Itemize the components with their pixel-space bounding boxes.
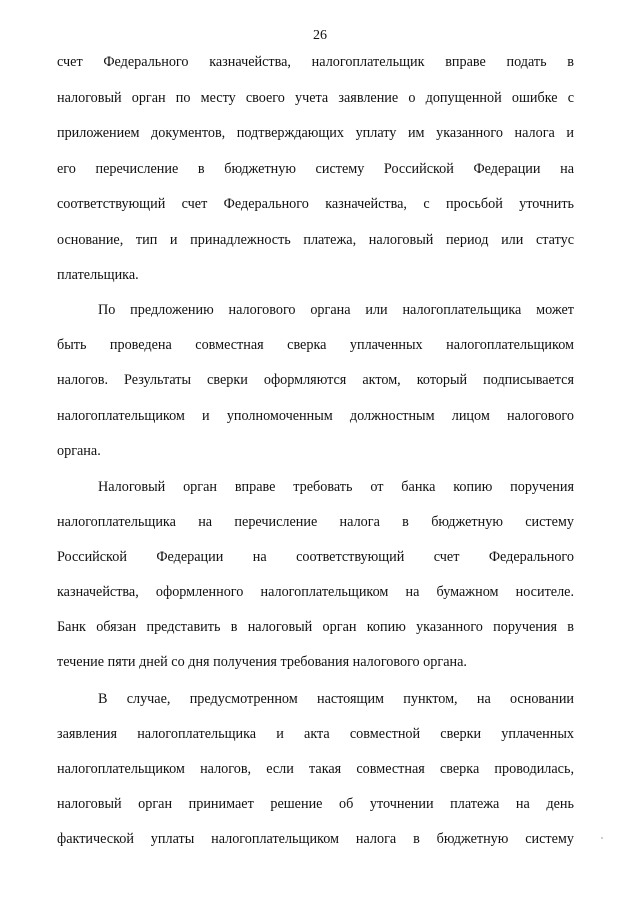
paragraph-first-line: По предложению налогового органа или налогоплательщика может — [98, 302, 574, 318]
page-number: 26 — [313, 28, 327, 43]
text-line: быть проведена совместная сверка уплаченных налогоплательщиком — [57, 337, 574, 353]
text-line: приложением документов, подтверждающих уплату им указанного налога и — [57, 125, 574, 141]
text-line: налоговый орган принимает решение об уточнении платежа на день — [57, 796, 574, 812]
paragraph-first-line: В случае, предусмотренном настоящим пунктом, на основании — [98, 691, 574, 707]
text-line: фактической уплаты налогоплательщиком налога в бюджетную систему — [57, 831, 574, 847]
text-line: налогоплательщика на перечисление налога в бюджетную систему — [57, 514, 574, 530]
text-line: налогоплательщиком налогов, если такая совместная сверка проводилась, — [57, 761, 574, 777]
text-line: налогов. Результаты сверки оформляются актом, который подписывается — [57, 372, 574, 388]
text-line: основание, тип и принадлежность платежа, налоговый период или статус — [57, 232, 574, 248]
text-line: казначейства, оформленного налогоплательщиком на бумажном носителе. — [57, 584, 574, 600]
text-line: налогоплательщиком и уполномоченным должностным лицом налогового — [57, 408, 574, 424]
text-line: соответствующий счет Федерального казначейства, с просьбой уточнить — [57, 196, 574, 212]
text-line: органа. — [57, 443, 101, 459]
text-line: заявления налогоплательщика и акта совместной сверки уплаченных — [57, 726, 574, 742]
paragraph-first-line: Налоговый орган вправе требовать от банка копию поручения — [98, 479, 574, 495]
text-line: Российской Федерации на соответствующий счет Федерального — [57, 549, 574, 565]
text-line: его перечисление в бюджетную систему Российской Федерации на — [57, 161, 574, 177]
text-line: счет Федерального казначейства, налогоплательщик вправе подать в — [57, 54, 574, 70]
text-line: Банк обязан представить в налоговый орган копию указанного поручения в — [57, 619, 574, 635]
text-line: налоговый орган по месту своего учета заявление о допущенной ошибке с — [57, 90, 574, 106]
text-line: течение пяти дней со дня получения требования налогового органа. — [57, 654, 467, 670]
scan-speck — [601, 837, 603, 839]
text-line: плательщика. — [57, 267, 139, 283]
